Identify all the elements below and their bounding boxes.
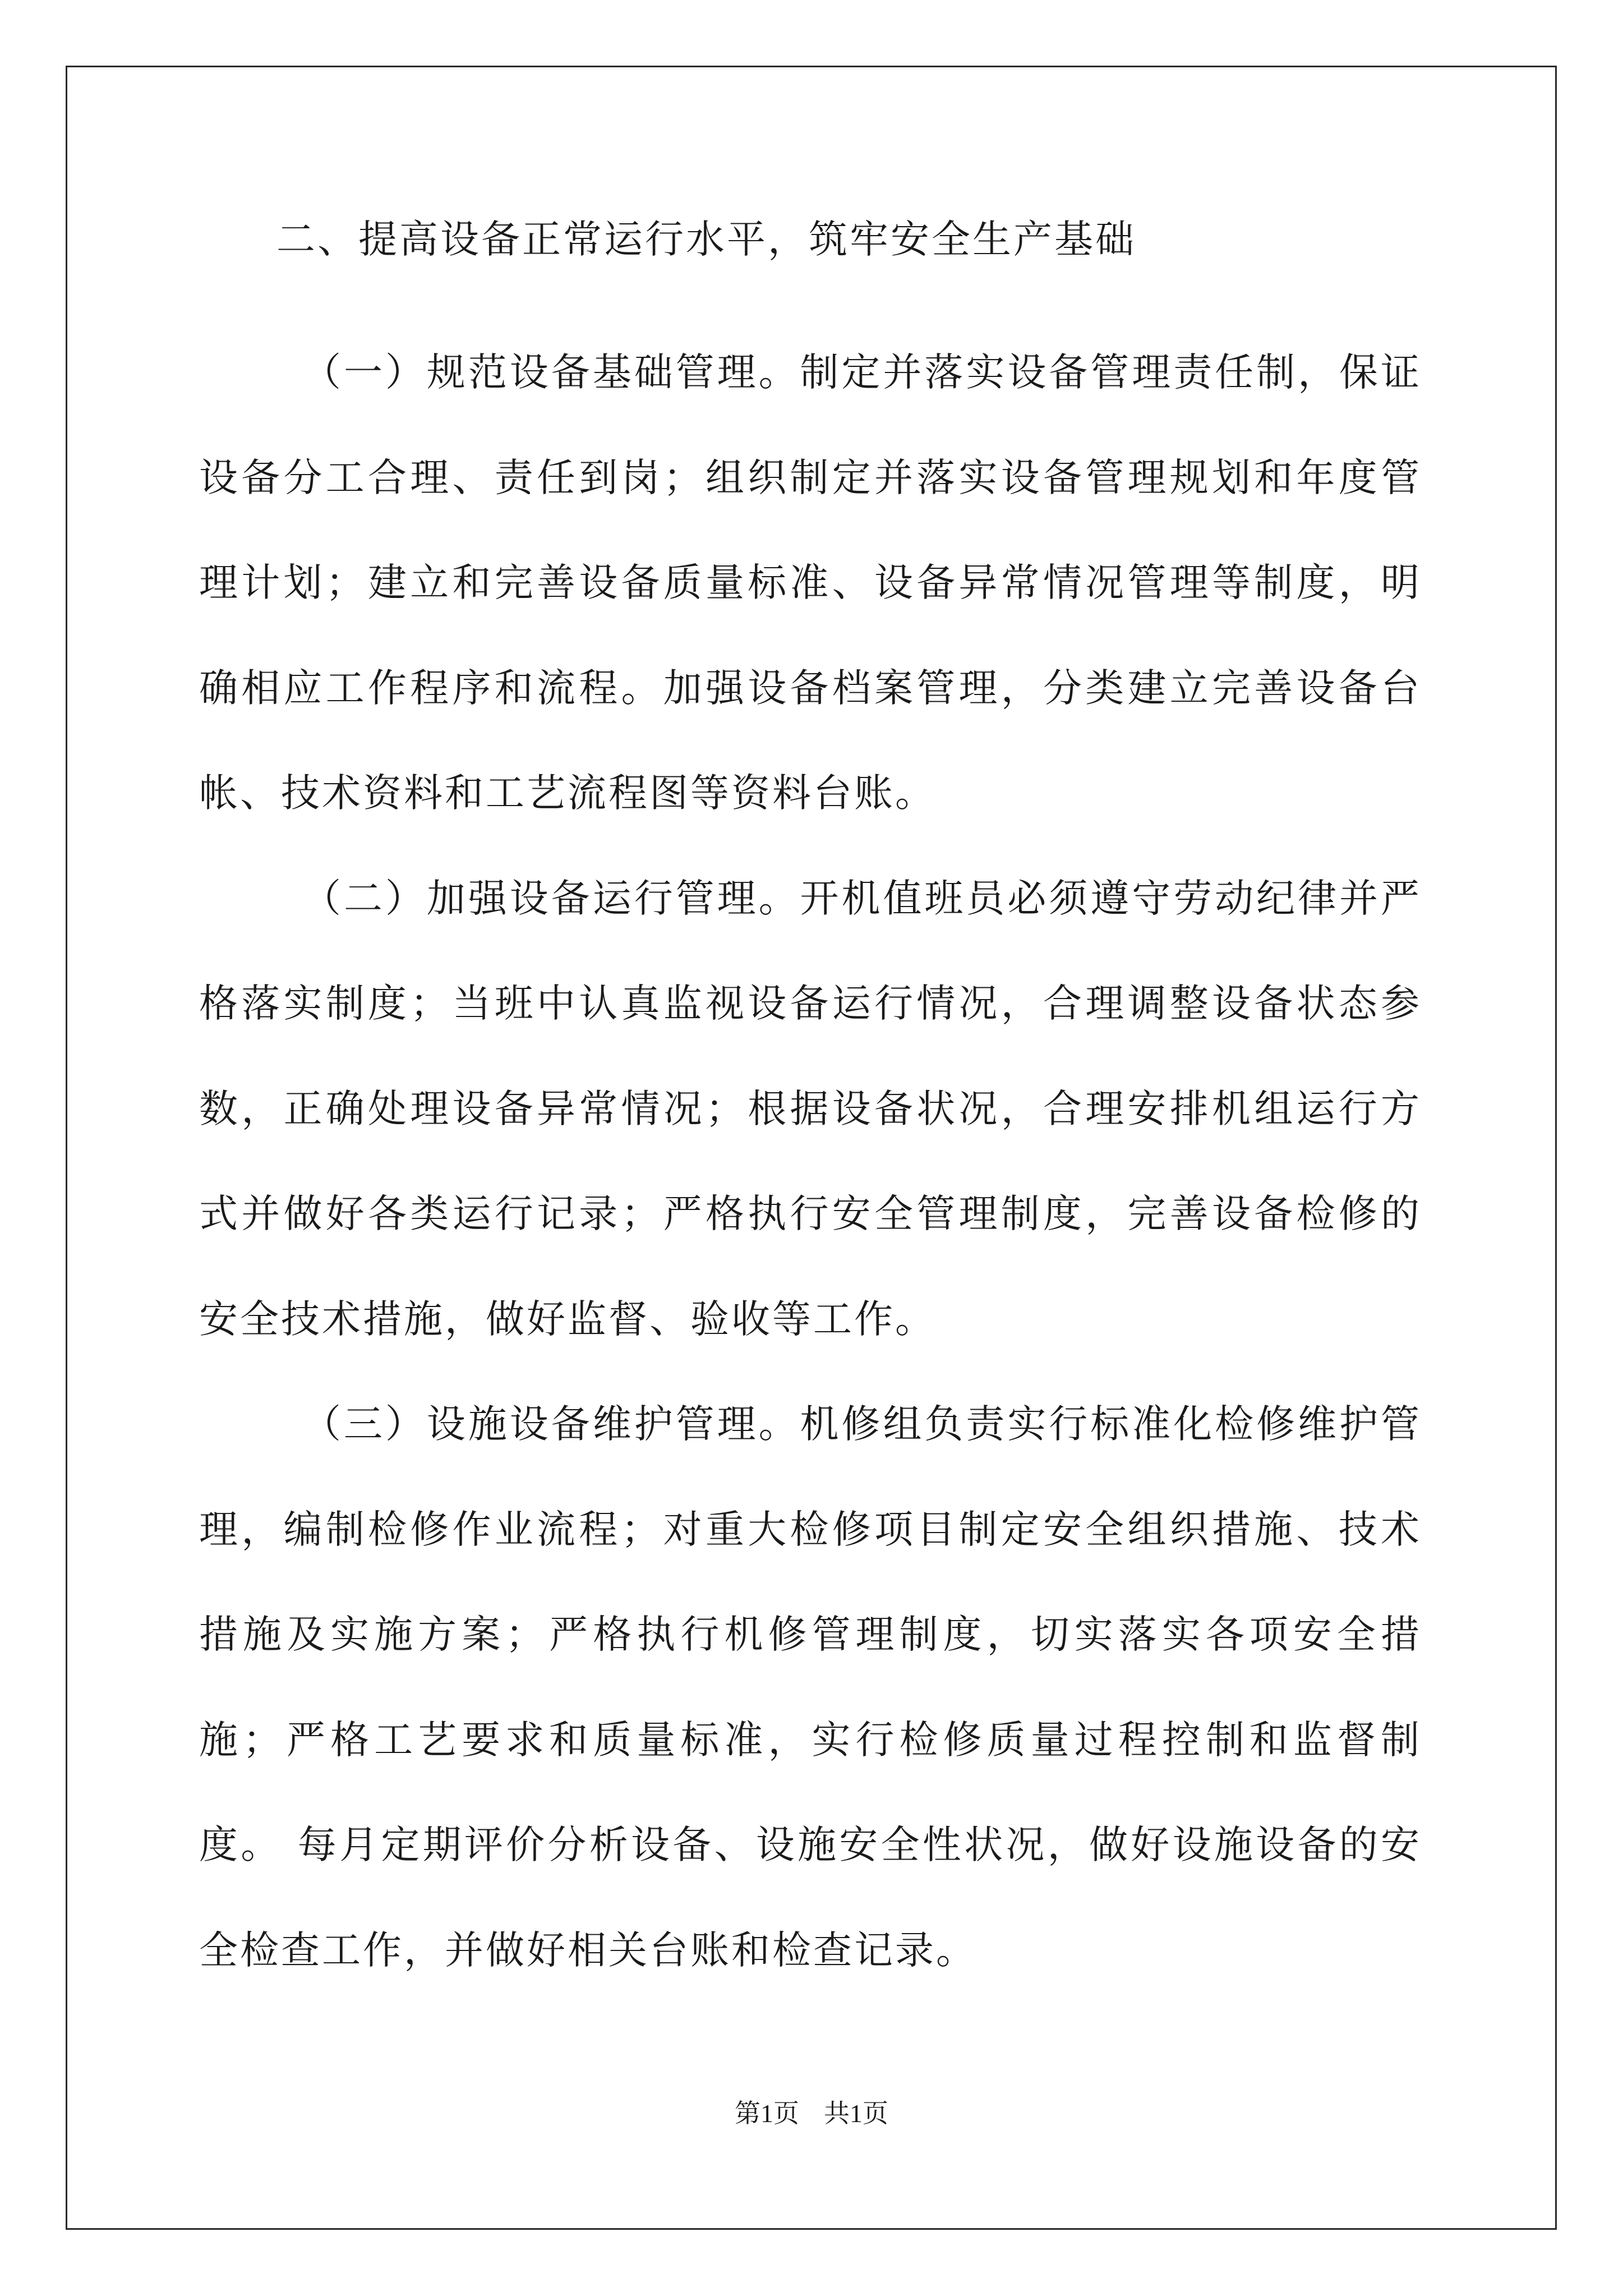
- paragraph-1: （一）规范设备基础管理。制定并落实设备管理责任制，保证设备分工合理、责任到岗；组织制定并落实设备管理规划和年度管理计划；建立和完善设备质量标准、设备异常情况管理等制度，明确相应工作程序和流程。加强设备档案管理，分类建立完善设备台帐、技术资料和工艺流程图等资料台账。: [199, 350, 1422, 816]
- document-body: [199, 213, 1422, 2003]
- paragraph-3: （三）设施设备维护管理。机修组负责实行标准化检修维护管理，编制检修作业流程；对重大检修项目制定安全组织措施、技术措施及实施方案；严格执行机修管理制度，切实落实各项安全措施；严格工艺要求和质量标准，实行检修质量过程控制和监督制度。 每月定期评价分析设备、设施安全性状况，做好设施设备的安全检查工作，并做好相关台账和检查记录。: [199, 1402, 1422, 1973]
- section-heading: 二、提高设备正常运行水平，筑牢安全生产基础: [276, 217, 1136, 262]
- paragraph-2: （二）加强设备运行管理。开机值班员必须遵守劳动纪律并严格落实制度；当班中认真监视设备运行情况，合理调整设备状态参数，正确处理设备异常情况；根据设备状况，合理安排机组运行方式并做好各类运行记录；严格执行安全管理制度，完善设备检修的安全技术措施，做好监督、验收等工作。: [199, 876, 1422, 1342]
- page-number: 第1页: [735, 2099, 799, 2128]
- page-total: 共1页: [824, 2099, 888, 2128]
- page-footer: [0, 2097, 1623, 2131]
